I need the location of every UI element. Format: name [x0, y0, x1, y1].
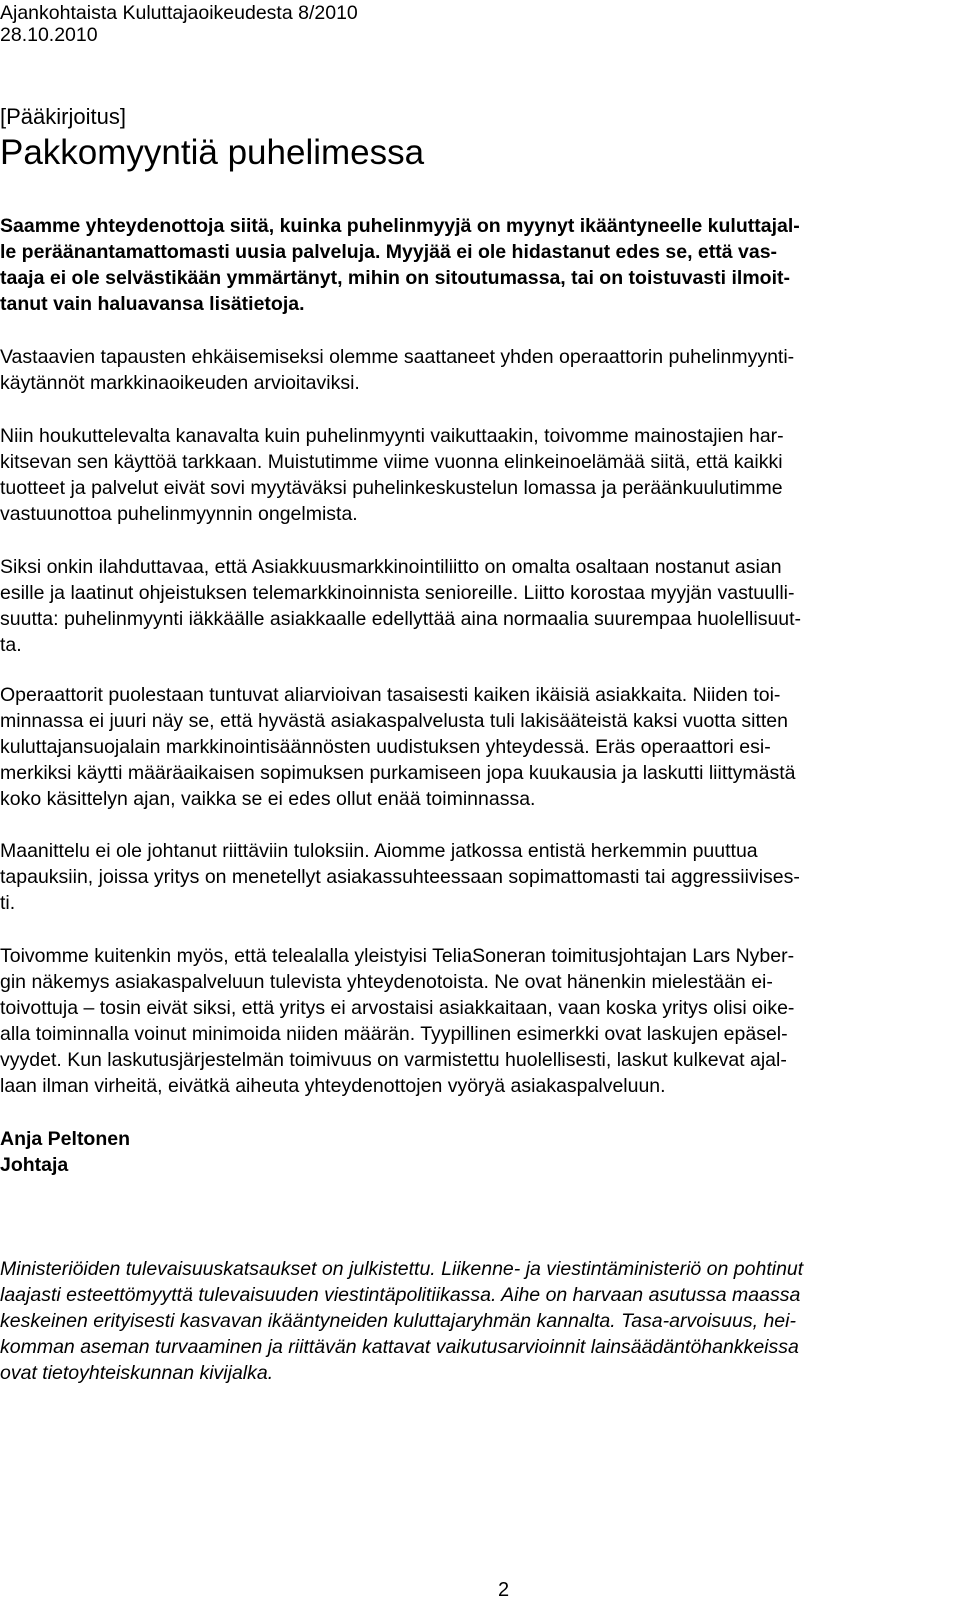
page-number: 2 — [498, 1579, 510, 1601]
notice-line: ovat tietoyhteiskunnan kivijalka. — [0, 1362, 274, 1384]
publication-date: 28.10.2010 — [0, 24, 98, 46]
body-line: ta. — [0, 634, 22, 656]
body-line: tapauksiin, joissa yritys on menetellyt asiakassuhteessaan sopimattomasti tai aggressiivises- — [0, 866, 800, 888]
body-line: Maanittelu ei ole johtanut riittäviin tuloksiin. Aiomme jatkossa entistä herkemmin puuttua — [0, 840, 758, 862]
signature-role: Johtaja — [0, 1154, 69, 1176]
article-title: Pakkomyyntiä puhelimessa — [0, 133, 425, 172]
publication-title: Ajankohtaista Kuluttajaoikeudesta 8/2010 — [0, 2, 358, 24]
body-line: Siksi onkin ilahduttavaa, että Asiakkuusmarkkinointiliitto on omalta osaltaan nostanut asian — [0, 556, 782, 578]
body-line: suutta: puhelinmyynti iäkkäälle asiakkaalle edellyttää aina normaalia suurempaa huolellisuut- — [0, 608, 802, 630]
lead-line: Saamme yhteydenottoja siitä, kuinka puhelinmyyjä on myynyt ikääntyneelle kuluttajal- — [0, 215, 800, 237]
notice-line: laajasti esteettömyyttä tulevaisuuden viestintäpolitiikassa. Aihe on harvaan asutussa maassa — [0, 1284, 801, 1306]
signature-name: Anja Peltonen — [0, 1128, 131, 1150]
body-line: koko käsittelyn ajan, vaikka se ei edes ollut enää toiminnassa. — [0, 788, 536, 810]
body-line: Operaattorit puolestaan tuntuvat aliarvioivan tasaisesti kaiken ikäisiä asiakkaita. Niiden toi- — [0, 684, 781, 706]
lead-line: tanut vain haluavansa lisätietoja. — [0, 293, 305, 315]
body-line: toivottuja – tosin eivät siksi, että yritys ei arvostaisi asiakkaitaan, vaan koska yritys olisi oike- — [0, 997, 795, 1019]
body-line: Niin houkuttelevalta kanavalta kuin puhelinmyynti vaikuttaakin, toivomme mainostajien har- — [0, 425, 784, 447]
body-line: vastuunottoa puhelinmyynnin ongelmista. — [0, 503, 358, 525]
notice-line: Ministeriöiden tulevaisuuskatsaukset on julkistettu. Liikenne- ja viestintäministeriö on pohtinut — [0, 1258, 804, 1280]
lead-line: le peräänantamattomasti uusia palveluja. Myyjää ei ole hidastanut edes se, että vas- — [0, 241, 778, 263]
body-line: tuotteet ja palvelut eivät sovi myytäväksi puhelinkeskustelun lomassa ja peräänkuulutimme — [0, 477, 783, 499]
body-line: käytännöt markkinaoikeuden arvioitaviksi. — [0, 372, 360, 394]
body-line: vyydet. Kun laskutusjärjestelmän toimivuus on varmistettu huolellisesti, laskut kulkevat ajal- — [0, 1049, 787, 1071]
body-line: Toivomme kuitenkin myös, että telealalla yleistyisi TeliaSoneran toimitusjohtajan Lars Nyber- — [0, 945, 795, 967]
body-line: kitsevan sen käyttöä tarkkaan. Muistutimme viime vuonna elinkeinoelämää siitä, että kaikki — [0, 451, 783, 473]
body-line: esille ja laatinut ohjeistuksen telemarkkinoinnista senioreille. Liitto korostaa myyjän vastuulli- — [0, 582, 795, 604]
body-line: kuluttajansuojalain markkinointisäännösten uudistuksen yhteydessä. Eräs operaattori esi- — [0, 736, 771, 758]
notice-line: keskeinen erityisesti kasvavan ikääntyneiden kuluttajaryhmän kannalta. Tasa-arvoisuus, hei- — [0, 1310, 796, 1332]
lead-line: taaja ei ole selvästikään ymmärtänyt, mihin on sitoutumassa, tai on toistuvasti ilmoit- — [0, 267, 790, 289]
body-line: Vastaavien tapausten ehkäisemiseksi olemme saattaneet yhden operaattorin puhelinmyynti- — [0, 346, 795, 368]
body-line: laan ilman virheitä, eivätkä aiheuta yhteydenottojen vyöryä asiakaspalveluun. — [0, 1075, 666, 1097]
body-line: alla toiminnalla voinut minimoida niiden määrän. Tyypillinen esimerkki ovat laskujen epäsel- — [0, 1023, 788, 1045]
body-line: minnassa ei juuri näy se, että hyvästä asiakaspalvelusta tuli lakisääteistä kaksi vuotta sitten — [0, 710, 788, 732]
body-line: merkiksi käytti määräaikaisen sopimuksen purkamiseen jopa kuukausia ja laskutti liittymästä — [0, 762, 796, 784]
article-kicker: [Pääkirjoitus] — [0, 104, 126, 129]
notice-line: komman aseman turvaaminen ja riittävän kattavat vaikutusarvioinnit lainsäädäntöhankkeissa — [0, 1336, 799, 1358]
body-line: ti. — [0, 892, 16, 914]
body-line: gin näkemys asiakaspalveluun tulevista yhteydenotoista. Ne ovat hänenkin mielestään ei- — [0, 971, 773, 993]
